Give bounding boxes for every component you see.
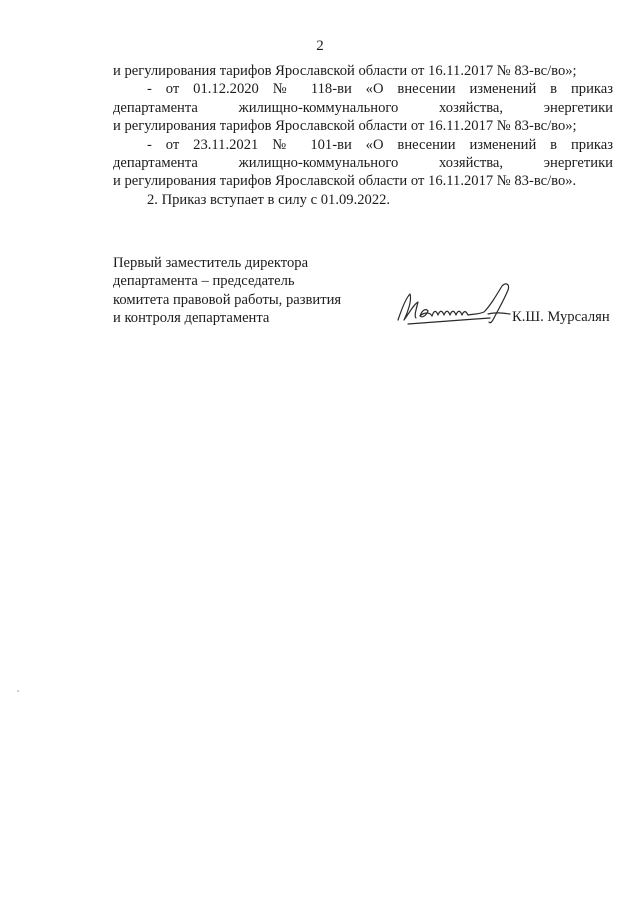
list-item-line: - от 01.12.2020 № 118-ви «О внесении изменений в приказ [147,81,613,98]
document-body [113,62,613,209]
signatory-title-line: и контроля департамента [113,310,270,327]
list-item-line: - от 23.11.2021 № 101-ви «О внесении изменений в приказ [147,136,613,153]
effective-date-clause: 2. Приказ вступает в силу с 01.09.2022. [147,191,391,208]
paragraph-continuation: и регулирования тарифов Ярославской области от 16.11.2017 № 83-вс/во»; [113,63,577,79]
signatory-title [113,254,341,328]
signatory-name: К.Ш. Мурсалян [512,309,610,325]
signatory-title-line: департамента – председатель [113,273,295,290]
list-item-line: департамента жилищно-коммунального хозяйства, энергетики [113,155,613,172]
page-number: 2 [316,38,324,54]
scan-speck [17,690,19,692]
list-item-line: департамента жилищно-коммунального хозяйства, энергетики [113,99,613,116]
list-item-line: и регулирования тарифов Ярославской области от 16.11.2017 № 83-вс/во»; [113,118,577,135]
list-item-line: и регулирования тарифов Ярославской области от 16.11.2017 № 83-вс/во». [113,173,577,190]
signatory-title-line: комитета правовой работы, развития [113,291,342,308]
signatory-title-line: Первый заместитель директора [113,255,309,271]
